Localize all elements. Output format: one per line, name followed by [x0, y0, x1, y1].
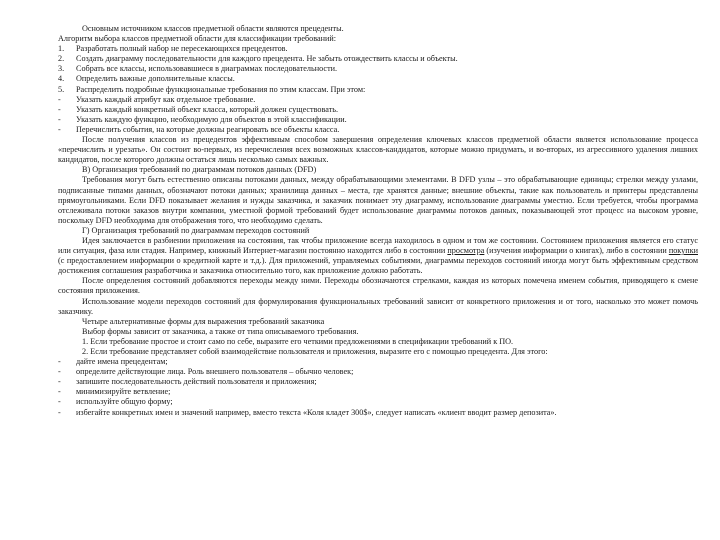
- list-item: [58, 377, 698, 387]
- list-marker: -: [58, 124, 61, 134]
- list-item-text: Разработать полный набор не пересекающихся прецедентов.: [76, 44, 288, 54]
- list-item: [58, 387, 698, 397]
- list-marker: -: [58, 387, 61, 397]
- list-item: [58, 54, 698, 64]
- sub-steps-list: [58, 95, 698, 135]
- list-item-text: Указать каждый атрибут как отдельное требование.: [76, 94, 256, 104]
- list-marker: -: [58, 407, 61, 417]
- list-item-text: избегайте конкретных имен и значений например, вместо текста «Коля кладет 300$», следует написать «клиент вводит размер депозита».: [76, 407, 557, 417]
- list-item-text: Определить важные дополнительные классы.: [76, 74, 235, 84]
- list-item-text: Распределить подробные функциональные требования по этим классам. При этом:: [76, 84, 366, 94]
- intro-line-1: Основным источником классов предметной области являются прецеденты.: [82, 24, 344, 33]
- list-item-text: минимизируйте ветвление;: [76, 387, 171, 397]
- list-item-text: Указать каждый конкретный объект класса, который должен существовать.: [76, 104, 339, 114]
- forms-paragraph-3: 2. Если требование представляет собой взаимодействие пользователя и приложения, выразите его с помощью прецедента. Для этого:: [82, 347, 548, 356]
- list-item: [58, 44, 698, 54]
- list-item: [58, 74, 698, 84]
- list-item-text: используйте общую форму;: [76, 397, 173, 407]
- list-item: [58, 408, 698, 418]
- list-item: [58, 105, 698, 115]
- list-item: [58, 85, 698, 95]
- list-item: [58, 95, 698, 105]
- states-paragraph-1: [58, 236, 698, 276]
- document-page: [58, 24, 698, 418]
- dfd-paragraph: Требования могут быть естественно описаны потоками данных, между обрабатывающими элементами. В DFD узлы – это обрабатывающие единицы; стрелки между узлами, подписанные типами данных, обозначают потоки данных; хранилища данных – места, где хранятся данные; внешние объекты, такие как пользователь и принтеры представлены прямоугольниками. Если DFD показывает желания и нужды заказчика, и заказчик понимает эту диаграмму, использование диаграммы уместно. Если требуется, чтобы программа отслеживала потоки заказов внутри компании, уместной формой требований будет использование диаграммы потоков данных, показывающей этот процесс на высоком уровне, поскольку DFD необходима для отображения того, что необходимо сделать.: [58, 175, 698, 225]
- list-item: [58, 397, 698, 407]
- forms-heading: Четыре альтернативные формы для выражения требований заказчика: [82, 316, 325, 326]
- list-item-text: Указать каждую функцию, необходимую для объектов в этой классификации.: [76, 114, 347, 124]
- list-item-text: Создать диаграмму последовательности для каждого прецедента. Не забыть отождествить классы и объекты.: [76, 54, 458, 64]
- list-marker: 4.: [58, 74, 65, 84]
- paragraph-after-classes: После получения классов из прецедентов эффективным способом завершения определения ключевых классов предметной области является использование процесса «перечислить и урезать». Он состоит во-первых, из перечисления всех возможных классов-кандидатов, которые можно придумать, и во-вторых, из агрессивного удаления лишних кандидатов, после которого должны остаться лишь несколько самых важных.: [58, 135, 698, 165]
- list-item-text: Собрать все классы, использовавшиеся в диаграммах последовательности.: [76, 64, 338, 74]
- list-item-text: определите действующие лица. Роль внешнего пользователя – обычно человек;: [76, 367, 354, 377]
- browsing-state-term: просмотра: [447, 246, 485, 256]
- list-marker: -: [58, 94, 61, 104]
- states-text-b: (изучения информации о книгах), либо в состоянии: [484, 246, 669, 256]
- purchase-state-term: покупки: [668, 246, 698, 256]
- forms-paragraph-1: Выбор формы зависит от заказчика, а также от типа описываемого требования.: [82, 326, 359, 336]
- list-item-text: Перечислить события, на которые должны реагировать все объекты класса.: [76, 124, 340, 134]
- list-marker: 2.: [58, 54, 65, 64]
- states-text-c: (с предоставлением информации о кредитной карте и т.д.). Для приложений, управляемых событиями, диаграммы переходов состояний иногда могут быть эффективным средством достижения соглашения разработчика и заказчика относительно того, как приложение должно работать.: [58, 256, 698, 276]
- states-heading: Г) Организация требований по диаграммам переходов состояний: [82, 225, 310, 235]
- list-marker: -: [58, 357, 61, 367]
- list-item: [58, 115, 698, 125]
- steps-list: [58, 44, 698, 94]
- list-marker: 3.: [58, 64, 65, 74]
- list-marker: -: [58, 397, 61, 407]
- list-marker: 1.: [58, 44, 65, 54]
- list-item: [58, 64, 698, 74]
- list-marker: -: [58, 104, 61, 114]
- forms-paragraph-2: 1. Если требование простое и стоит само по себе, выразите его четкими предложениями в спецификации требований к ПО.: [82, 336, 514, 346]
- list-item-text: дайте имена прецедентам;: [76, 357, 168, 367]
- list-marker: -: [58, 367, 61, 377]
- list-marker: -: [58, 114, 61, 124]
- list-item: [58, 125, 698, 135]
- states-text-a: Идея заключается в разбиении приложения на состояния, так чтобы приложение всегда находилось в одном и том же состоянии. Состоянием приложения является его статус или ситуация, фаза или стадия. Например, книжный Интернет-магазин постоянно находится либо в состоянии: [58, 235, 698, 256]
- states-paragraph-2: После определения состояний добавляются переходы между ними. Переходы обозначаются стрелками, каждая из которых помечена именем события, приводящего к смене состояния приложения.: [58, 276, 698, 296]
- list-item: [58, 367, 698, 377]
- list-marker: -: [58, 377, 61, 387]
- list-marker: 5.: [58, 84, 65, 94]
- list-item-text: запишите последовательность действий пользователя и приложения;: [76, 377, 317, 387]
- use-case-tips-list: [58, 357, 698, 418]
- list-item: [58, 357, 698, 367]
- dfd-heading: В) Организация требований по диаграммам потоков данных (DFD): [82, 165, 317, 175]
- states-paragraph-3: Использование модели переходов состояний для формулирования функциональных требований зависит от конкретного приложения и от того, насколько это может помочь заказчику.: [58, 296, 698, 316]
- intro-line-2: Алгоритм выбора классов предметной области для классификации требований:: [58, 34, 337, 44]
